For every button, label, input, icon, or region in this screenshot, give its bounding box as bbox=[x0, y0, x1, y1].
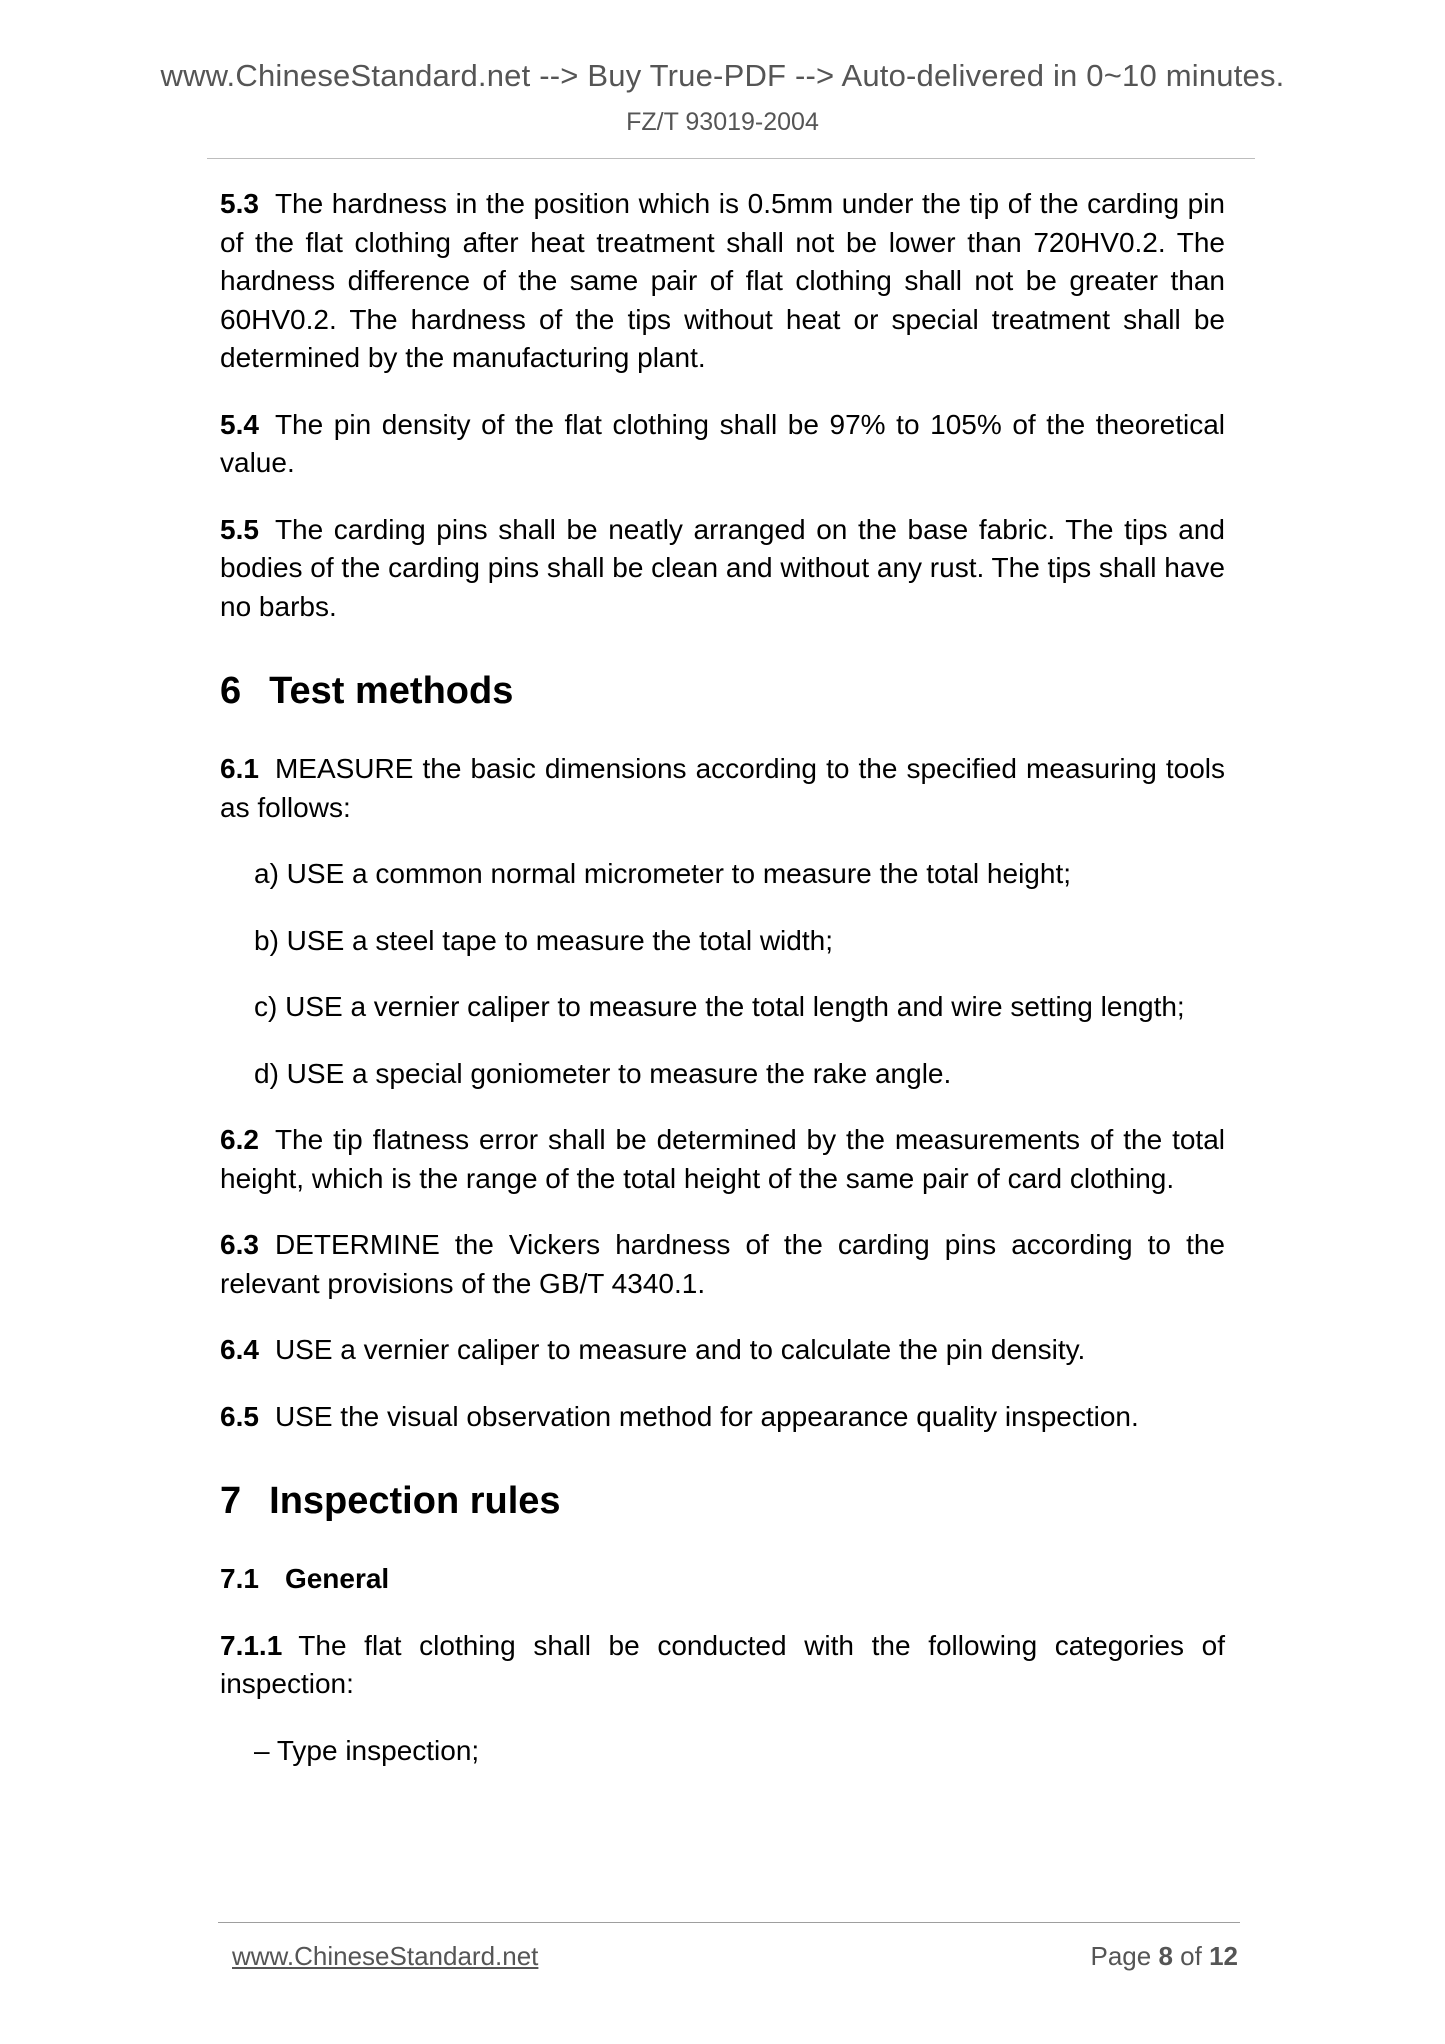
page-of-label: of bbox=[1180, 1941, 1202, 1971]
clause-6-2 bbox=[220, 1121, 1225, 1198]
section-heading-6 bbox=[220, 668, 1225, 714]
list-item: b) USE a steel tape to measure the total width; bbox=[254, 924, 833, 956]
list-item: – Type inspection; bbox=[254, 1734, 480, 1766]
list-item: a) USE a common normal micrometer to measure the total height; bbox=[254, 858, 1072, 889]
total-pages-number: 12 bbox=[1209, 1941, 1238, 1971]
clause-text: USE a vernier caliper to measure and to calculate the pin density. bbox=[274, 1334, 1086, 1365]
clause-text: USE the visual observation method for appearance quality inspection. bbox=[274, 1400, 1139, 1432]
clause-number: 5.5 bbox=[220, 513, 259, 545]
clause-text: MEASURE the basic dimensions according to the specified measuring tools as follows: bbox=[220, 753, 1225, 823]
list-item: c) USE a vernier caliper to measure the total length and wire setting length; bbox=[254, 991, 1185, 1022]
document-number: FZ/T 93019-2004 bbox=[626, 108, 819, 136]
section-title: Inspection rules bbox=[269, 1480, 561, 1522]
clause-6-3 bbox=[220, 1226, 1225, 1303]
clause-text: The hardness in the position which is 0.5mm under the tip of the carding pin of the flat clothing after heat treatment shall not be lower than 720HV0.2. The hardness difference of the same pair of flat clothing shall not be greater than 60HV0.2. The hardness of the tips without heat or special treatment shall be determined by the manufacturing plant. bbox=[220, 188, 1225, 373]
clause-number: 6.5 bbox=[220, 1400, 259, 1432]
clause-6-1 bbox=[220, 750, 1225, 827]
clause-5-5 bbox=[220, 511, 1225, 627]
clause-number: 5.4 bbox=[220, 408, 259, 440]
clause-6-4 bbox=[220, 1331, 1225, 1370]
clause-number: 5.3 bbox=[220, 188, 259, 219]
clause-7-1-1 bbox=[220, 1627, 1225, 1704]
list-item: d) USE a special goniometer to measure the rake angle. bbox=[254, 1057, 952, 1089]
footer-site-link[interactable]: www.ChineseStandard.net bbox=[232, 1941, 539, 1971]
clause-text: The pin density of the flat clothing shall be 97% to 105% of the theoretical value. bbox=[220, 408, 1225, 478]
section-number: 6 bbox=[220, 670, 242, 712]
clause-number: 6.2 bbox=[220, 1124, 259, 1155]
clause-text: The flat clothing shall be conducted with the following categories of inspection: bbox=[220, 1629, 1225, 1699]
clause-number: 6.3 bbox=[220, 1229, 259, 1260]
section-title: Test methods bbox=[269, 670, 514, 712]
page-content bbox=[220, 185, 1225, 1798]
subsection-number: 7.1 bbox=[220, 1563, 259, 1594]
subsection-heading-7-1 bbox=[220, 1560, 1225, 1599]
clause-number: 6.1 bbox=[220, 753, 259, 784]
site-banner: www.ChineseStandard.net --> Buy True-PDF --> Auto-delivered in 0~10 minutes. bbox=[160, 58, 1285, 93]
clause-6-5 bbox=[220, 1398, 1225, 1437]
page-prefix: Page bbox=[1090, 1941, 1152, 1971]
page-indicator bbox=[1090, 1941, 1238, 1972]
clause-number: 6.4 bbox=[220, 1334, 259, 1365]
section-heading-7 bbox=[220, 1478, 1225, 1524]
clause-text: DETERMINE the Vickers hardness of the carding pins according to the relevant provisions of the GB/T 4340.1. bbox=[220, 1229, 1225, 1299]
clause-text: The tip flatness error shall be determined by the measurements of the total height, which is the range of the total height of the same pair of card clothing. bbox=[220, 1124, 1225, 1194]
header-divider bbox=[207, 158, 1255, 159]
section-number: 7 bbox=[220, 1480, 242, 1522]
clause-5-3 bbox=[220, 185, 1225, 378]
footer-divider bbox=[218, 1922, 1240, 1923]
clause-number: 7.1.1 bbox=[220, 1629, 283, 1661]
clause-5-4 bbox=[220, 406, 1225, 483]
clause-text: The carding pins shall be neatly arranged on the base fabric. The tips and bodies of the carding pins shall be clean and without any rust. The tips shall have no barbs. bbox=[220, 513, 1225, 622]
subsection-title: General bbox=[284, 1563, 390, 1594]
current-page-number: 8 bbox=[1158, 1941, 1173, 1971]
